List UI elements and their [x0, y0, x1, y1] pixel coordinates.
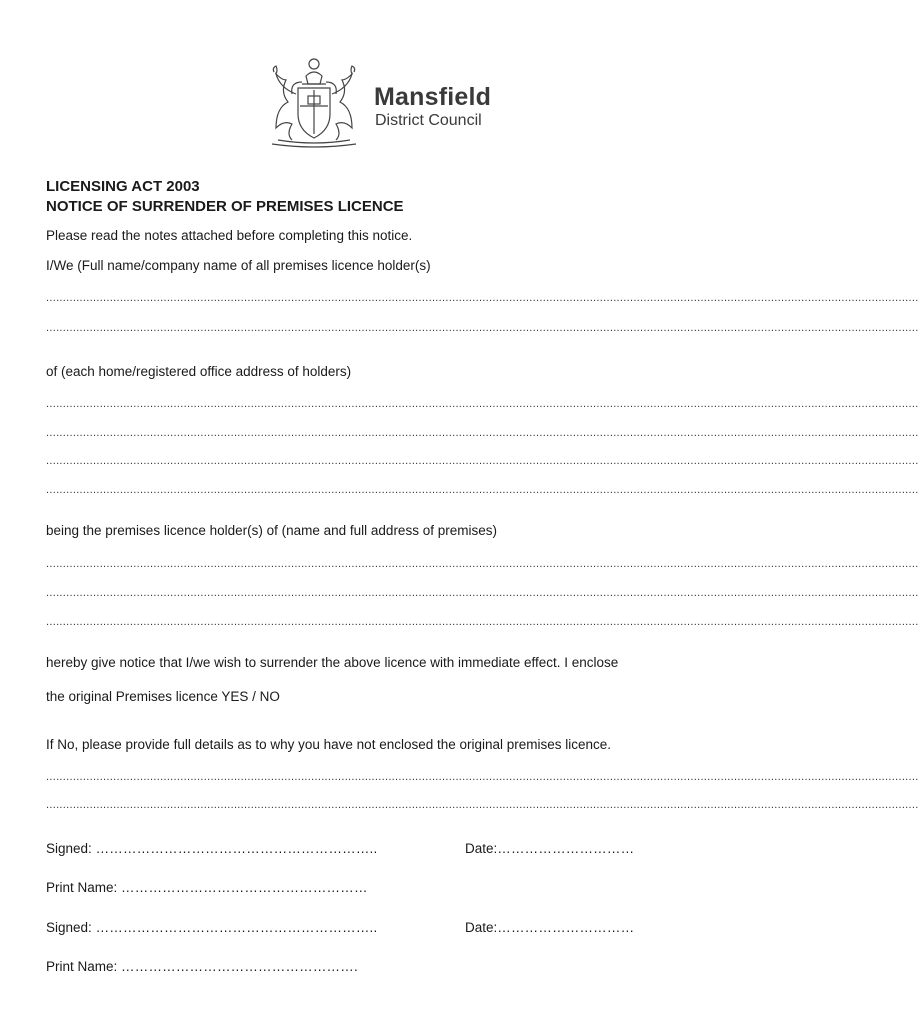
signed-field-2[interactable] — [46, 920, 377, 936]
act-title: LICENSING ACT 2003 — [46, 178, 200, 195]
holders-label: I/We (Full name/company name of all premises licence holder(s) — [46, 258, 431, 273]
address-field-4[interactable]: .................................................................................................................................................................................................................................................................... — [46, 484, 919, 496]
holders-field-1[interactable]: .................................................................................................................................................................................................................................................................... — [46, 292, 919, 304]
notice-line-2: the original Premises licence YES / NO — [46, 689, 280, 704]
signed-label: Signed: — [46, 920, 92, 935]
council-name: Mansfield — [374, 83, 492, 111]
notice-title: NOTICE OF SURRENDER OF PREMISES LICENCE — [46, 198, 404, 215]
print-name-label: Print Name: — [46, 959, 118, 974]
coat-of-arms-icon — [262, 54, 366, 150]
premises-field-2[interactable]: .................................................................................................................................................................................................................................................................... — [46, 587, 919, 599]
council-subtitle: District Council — [375, 112, 482, 129]
address-field-3[interactable]: .................................................................................................................................................................................................................................................................... — [46, 455, 919, 467]
date-field-2[interactable] — [465, 920, 634, 936]
date-line: ………………………… — [497, 920, 635, 935]
print-name-field-1[interactable] — [46, 880, 368, 896]
date-label: Date: — [465, 841, 498, 856]
print-name-line: ……………………………………………… — [121, 880, 368, 895]
address-field-1[interactable]: .................................................................................................................................................................................................................................................................... — [46, 398, 919, 410]
signed-label: Signed: — [46, 841, 92, 856]
address-field-2[interactable]: .................................................................................................................................................................................................................................................................... — [46, 427, 919, 439]
date-label: Date: — [465, 920, 498, 935]
premises-label: being the premises licence holder(s) of (name and full address of premises) — [46, 523, 497, 538]
print-name-line: ……………………………………………. — [121, 959, 358, 974]
premises-field-1[interactable]: .................................................................................................................................................................................................................................................................... — [46, 558, 919, 570]
reason-label: If No, please provide full details as to why you have not enclosed the original premises licence. — [46, 737, 612, 752]
signed-line: …………………………………………………….. — [95, 841, 378, 856]
date-line: ………………………… — [497, 841, 635, 856]
print-name-label: Print Name: — [46, 880, 118, 895]
reason-field-2[interactable]: .................................................................................................................................................................................................................................................................... — [46, 799, 919, 811]
address-label: of (each home/registered office address of holders) — [46, 364, 352, 379]
instructions: Please read the notes attached before completing this notice. — [46, 228, 413, 243]
date-field-1[interactable] — [465, 841, 634, 857]
signed-field-1[interactable] — [46, 841, 377, 857]
print-name-field-2[interactable] — [46, 959, 358, 975]
signed-line: …………………………………………………….. — [95, 920, 378, 935]
holders-field-2[interactable]: .................................................................................................................................................................................................................................................................... — [46, 322, 919, 334]
notice-line-1: hereby give notice that I/we wish to surrender the above licence with immediate effect. I enclose — [46, 655, 619, 670]
reason-field-1[interactable]: .................................................................................................................................................................................................................................................................... — [46, 771, 919, 783]
premises-field-3[interactable]: .................................................................................................................................................................................................................................................................... — [46, 616, 919, 628]
